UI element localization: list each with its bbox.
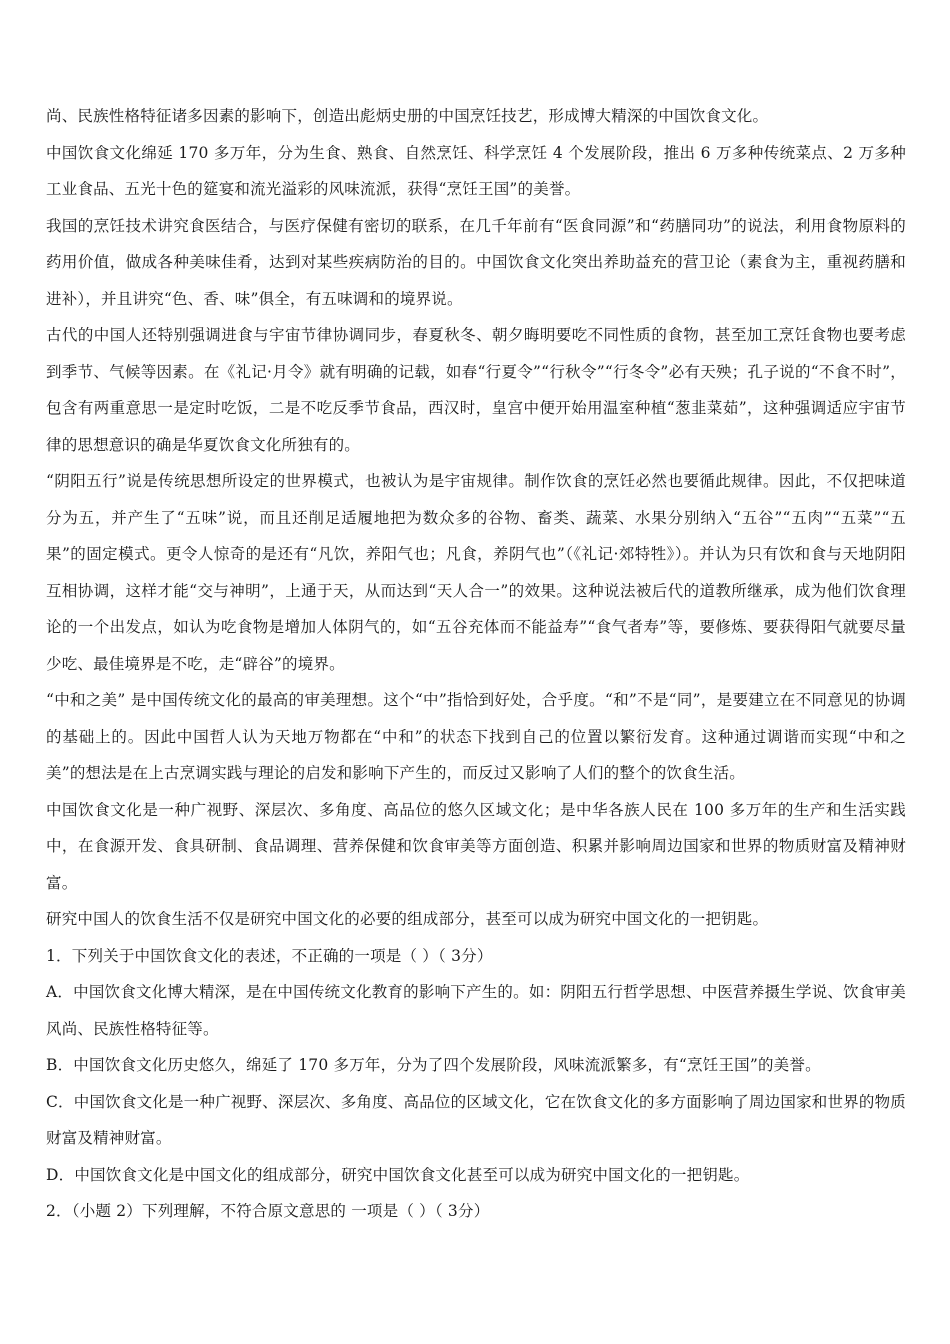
passage-paragraph: “阴阳五行”说是传统思想所设定的世界模式，也被认为是宇宙规律。制作饮食的烹饪必然也要循此规律。因此，不仅把味道分为五，并产生了“五味”说，而且还削足适履地把为数众多的谷物、畜类、蔬菜、水果分别纳入“五谷”“五肉”“五菜”“五果”的固定模式。更令人惊奇的是还有“凡饮，养阳气也；凡食，养阴气也”（《礼记·郊特牲》）。并认为只有饮和食与天地阴阳互相协调，这样才能“交与神明”，上通于天，从而达到“天人合一”的效果。这种说法被后代的道教所继承，成为他们饮食理论的一个出发点，如认为吃食物是增加人体阴气的，如“五谷充体而不能益寿”“食气者寿”等，要修炼、要获得阳气就要尽量少吃、最佳境界是不吃，走“辟谷”的境界。: [46, 472, 906, 673]
passage-paragraph: “中和之美” 是中国传统文化的最高的审美理想。这个“中”指恰到好处，合乎度。“和”不是“同”，是要建立在不同意见的协调的基础上的。因此中国哲人认为天地万物都在“中和”的状态下找到自己的位置以繁衍发育。这种通过调谐而实现“中和之美”的想法是在上古烹调实践与理论的启发和影响下产生的，而反过又影响了人们的整个的饮食生活。: [46, 691, 906, 782]
document-body: [46, 98, 906, 1230]
passage-paragraph: 研究中国人的饮食生活不仅是研究中国文化的必要的组成部分，甚至可以成为研究中国文化的一把钥匙。: [46, 910, 769, 928]
answer-option-c: C．中国饮食文化是一种广视野、深层次、多角度、高品位的区域文化，它在饮食文化的多方面影响了周边国家和世界的物质财富及精神财富。: [46, 1092, 906, 1147]
answer-option-b: B．中国饮食文化历史悠久，绵延了 170 多万年，分为了四个发展阶段，风味流派繁多，有“烹饪王国”的美誉。: [46, 1056, 821, 1074]
answer-option-d: D．中国饮食文化是中国文化的组成部分，研究中国饮食文化甚至可以成为研究中国文化的一把钥匙。: [46, 1165, 750, 1184]
passage-paragraph: 中国饮食文化绵延 170 多万年，分为生食、熟食、自然烹饪、科学烹饪 4 个发展阶段，推出 6 万多种传统菜点、2 万多种工业食品、五光十色的筵宴和流光溢彩的风味流派，获得“烹饪王国”的美誉。: [46, 143, 906, 198]
passage-paragraph: 尚、民族性格特征诸多因素的影响下，创造出彪炳史册的中国烹饪技艺，形成博大精深的中国饮食文化。: [46, 107, 769, 125]
answer-option-a: A．中国饮食文化博大精深，是在中国传统文化教育的影响下产生的。如：阴阳五行哲学思想、中医营养摄生学说、饮食审美风尚、民族性格特征等。: [46, 983, 906, 1038]
passage-paragraph: 中国饮食文化是一种广视野、深层次、多角度、高品位的悠久区域文化；是中华各族人民在 100 多万年的生产和生活实践中，在食源开发、食具研制、食品调理、营养保健和饮食审美等方面创造、积累并影响周边国家和世界的物质财富及精神财富。: [46, 800, 906, 892]
passage-paragraph: 我国的烹饪技术讲究食医结合，与医疗保健有密切的联系，在几千年前有“医食同源”和“药膳同功”的说法，利用食物原料的药用价值，做成各种美味佳肴，达到对某些疾病防治的目的。中国饮食文化突出养助益充的营卫论（素食为主，重视药膳和进补），并且讲究“色、香、味”俱全，有五味调和的境界说。: [46, 216, 906, 308]
question-stem: 2．（小题 2）下列理解，不符合原文意思的 一项是（ ）（ 3分）: [46, 1202, 490, 1220]
passage-paragraph: 古代的中国人还特别强调进食与宇宙节律协调同步，春夏秋冬、朝夕晦明要吃不同性质的食物，甚至加工烹饪食物也要考虑到季节、气候等因素。在《礼记·月令》就有明确的记载，如春“行夏令”“行秋令”“行冬令”必有天殃；孔子说的“不食不时”，包含有两重意思一是定时吃饭，二是不吃反季节食品，西汉时，皇宫中便开始用温室种植“葱韭菜茹”，这种强调适应宇宙节律的思想意识的确是华夏饮食文化所独有的。: [46, 326, 906, 454]
question-stem: 1．下列关于中国饮食文化的表述，不正确的一项是（ ）（ 3分）: [46, 946, 493, 965]
